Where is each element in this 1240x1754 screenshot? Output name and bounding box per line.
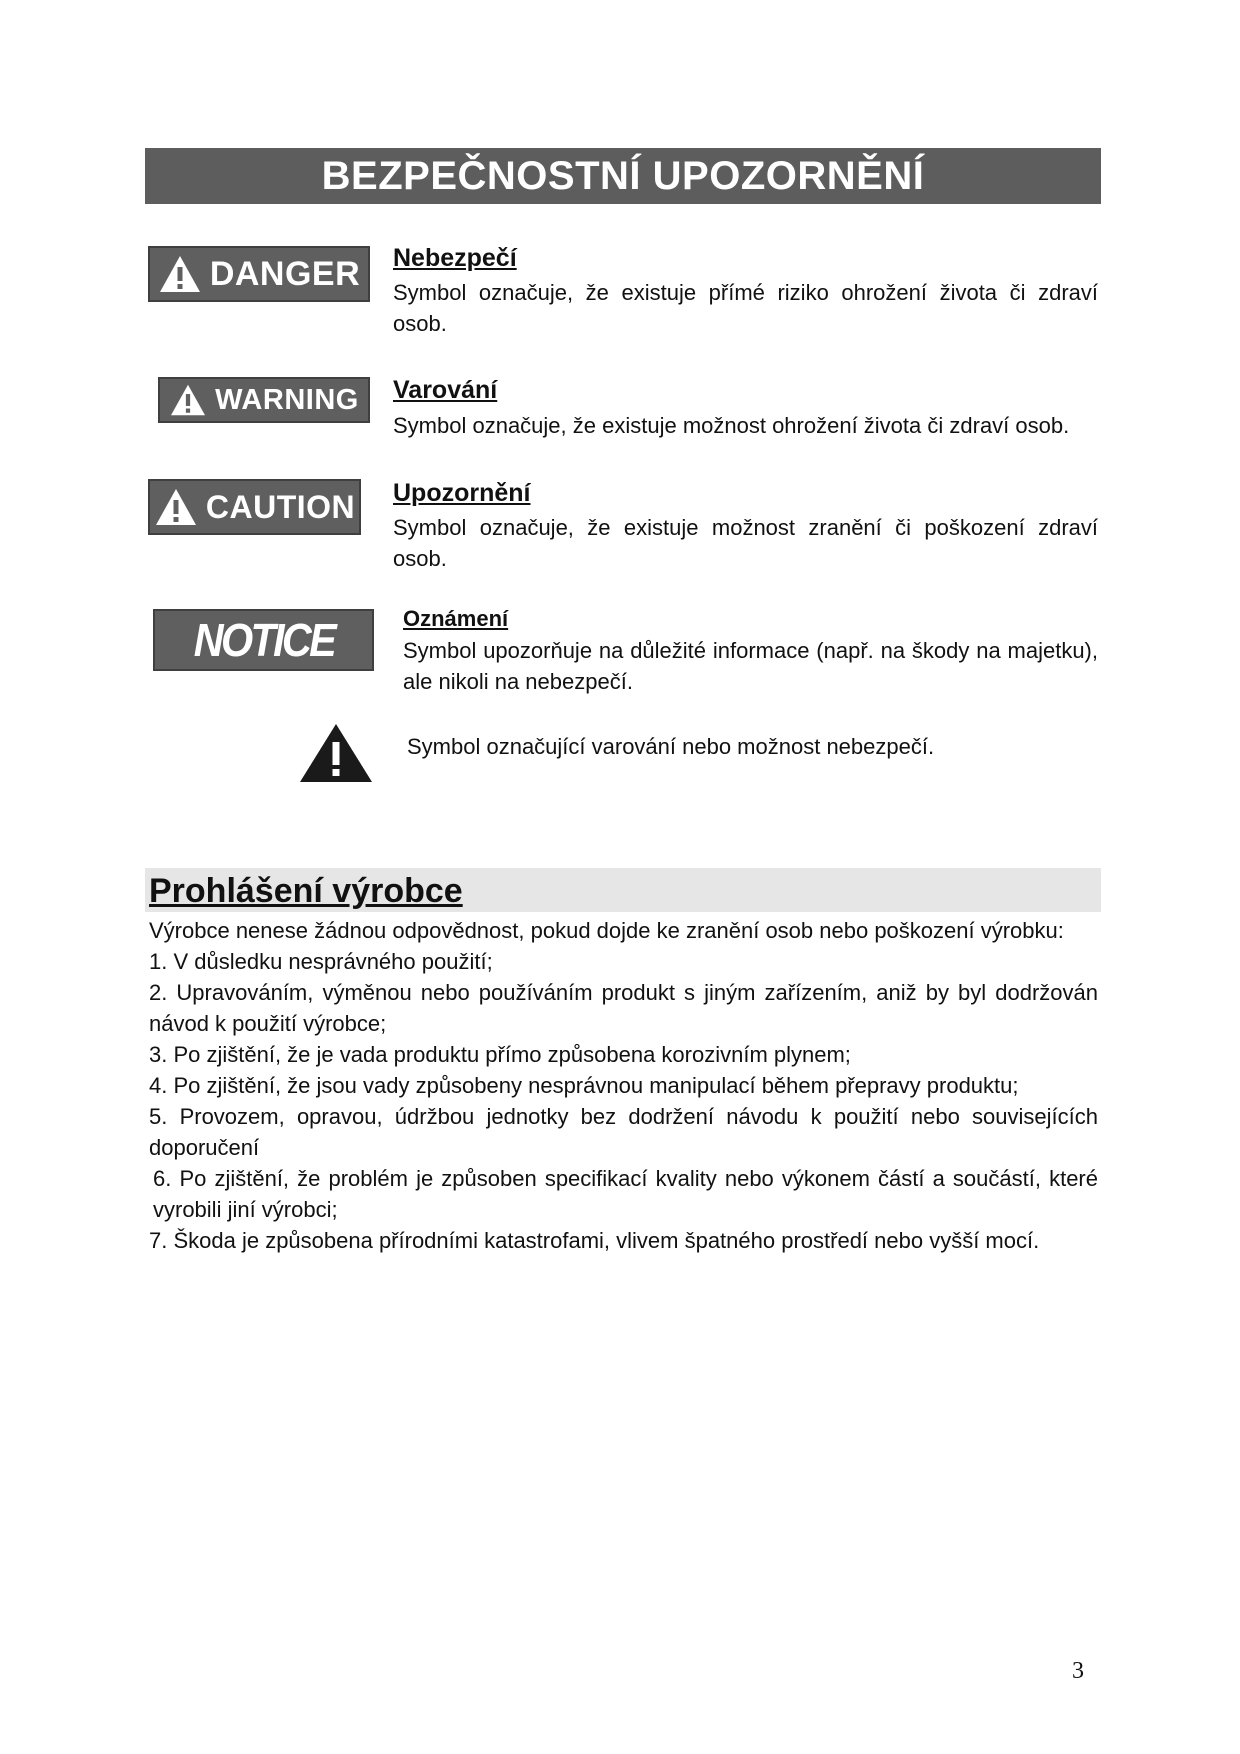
declaration-intro: Výrobce nenese žádnou odpovědnost, pokud dojde ke zranění osob nebo poškození výrobku: xyxy=(149,918,1064,943)
list-item: 1. V důsledku nesprávného použití; xyxy=(149,949,493,974)
warning-sign xyxy=(158,377,370,423)
page-title: BEZPEČNOSTNÍ UPOZORNĚNÍ xyxy=(145,148,1101,204)
declaration-body xyxy=(149,915,1098,1256)
symbol-description: Symbol označující varování nebo možnost nebezpečí. xyxy=(407,734,935,759)
caution-title: Upozornění xyxy=(393,479,531,507)
warning-title: Varování xyxy=(393,376,498,404)
hazard-triangle-icon xyxy=(298,722,374,784)
list-item: 4. Po zjištění, že jsou vady způsobeny nesprávnou manipulací během přepravy produktu; xyxy=(149,1073,1019,1098)
list-item: 7. Škoda je způsobena přírodními katastrofami, vlivem špatného prostředí nebo vyšší mocí. xyxy=(149,1228,1040,1253)
caution-sign xyxy=(148,479,361,535)
page-number: 3 xyxy=(1072,1658,1084,1684)
warning-triangle-icon xyxy=(158,254,202,294)
danger-sign xyxy=(148,246,370,302)
danger-title: Nebezpečí xyxy=(393,244,517,272)
danger-sign-label: DANGER xyxy=(209,254,361,293)
notice-sign xyxy=(153,609,374,671)
notice-title: Oznámení xyxy=(403,606,509,631)
warning-triangle-icon xyxy=(154,487,198,527)
notice-description: Symbol upozorňuje na důležité informace (např. na škody na majetku), ale nikoli na nebezpečí. xyxy=(403,638,1098,694)
notice-sign-label: NOTICE xyxy=(193,614,334,666)
list-item: 3. Po zjištění, že je vada produktu přímo způsobena korozivním plynem; xyxy=(149,1042,851,1067)
warning-sign-label: WARNING xyxy=(215,383,359,416)
caution-description: Symbol označuje, že existuje možnost zranění či poškození zdraví osob. xyxy=(393,515,1098,571)
list-item: 5. Provozem, opravou, údržbou jednotky bez dodržení návodu k použití nebo souvisejících doporučení xyxy=(149,1104,1098,1160)
danger-description: Symbol označuje, že existuje přímé riziko ohrožení života či zdraví osob. xyxy=(393,280,1098,336)
list-item: 2. Upravováním, výměnou nebo používáním produkt s jiným zařízením, aniž by byl dodržován návod k použití výrobce; xyxy=(149,980,1098,1036)
warning-description: Symbol označuje, že existuje možnost ohrožení života či zdraví osob. xyxy=(393,413,1070,438)
caution-sign-label: CAUTION xyxy=(205,488,356,525)
declaration-title: Prohlášení výrobce xyxy=(149,872,463,910)
warning-triangle-icon xyxy=(169,383,207,417)
list-item: 6. Po zjištění, že problém je způsoben specifikací kvality nebo výkonem částí a součástí, které vyrobili jiní výrobci; xyxy=(153,1166,1098,1222)
